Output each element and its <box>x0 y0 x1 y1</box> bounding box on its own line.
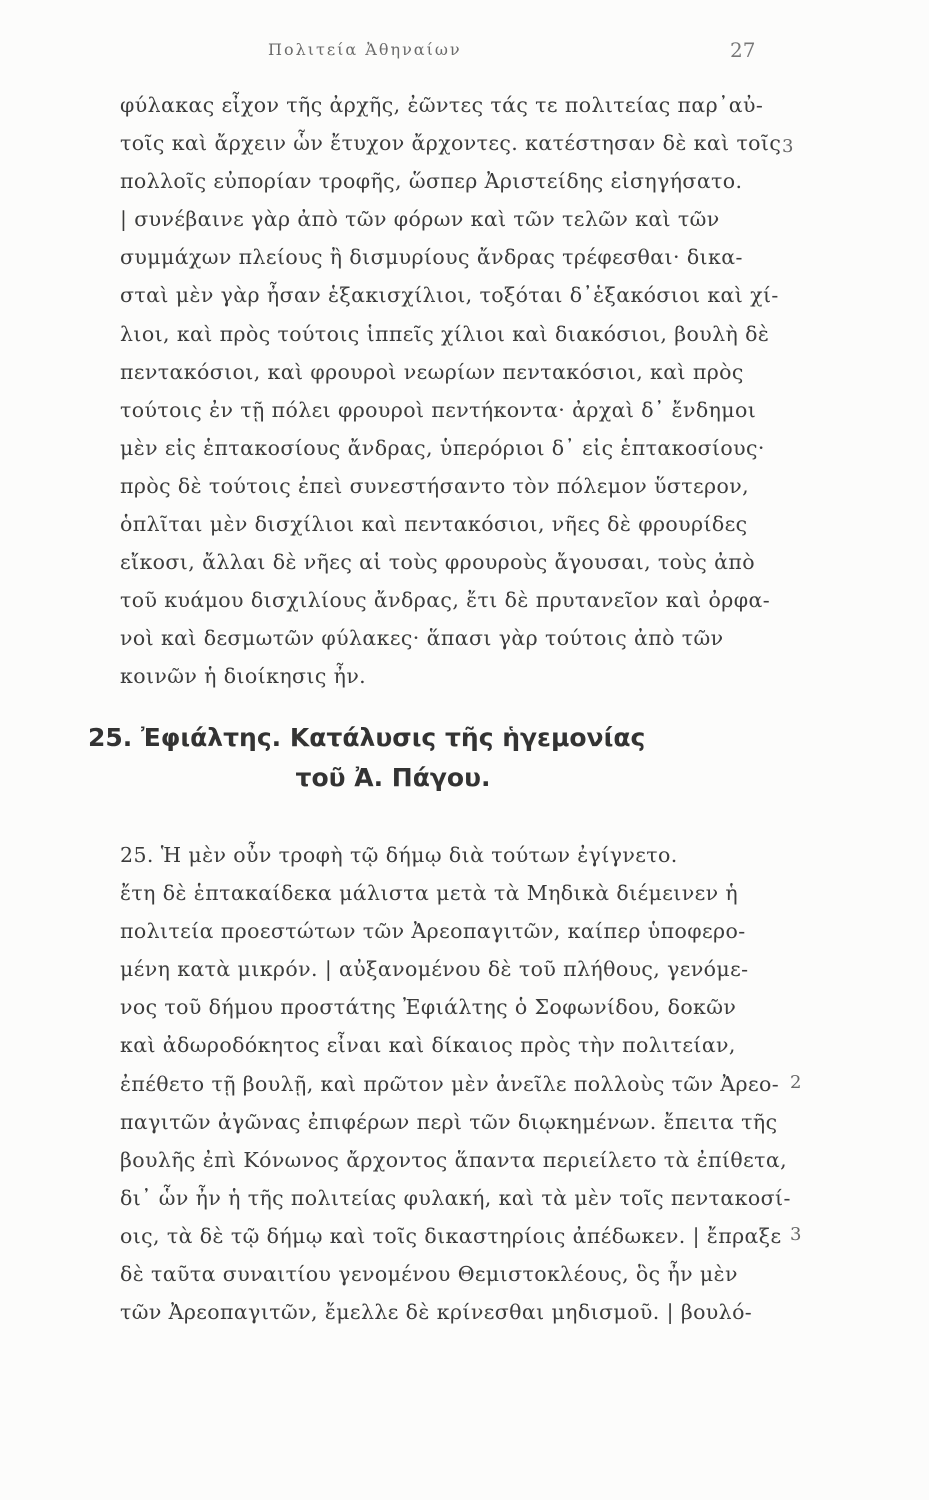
running-head-title: Πολιτεία Ἀθηναίων <box>268 40 462 59</box>
running-head <box>0 40 929 70</box>
text-line: λιοι, καὶ πρὸς τούτοις ἱππεῖς χίλιοι καὶ διακόσιοι, βουλὴ δὲ <box>120 321 770 346</box>
page-number: 27 <box>730 38 756 62</box>
text-line: παγιτῶν ἀγῶνας ἐπιφέρων περὶ τῶν διῳκημένων. ἔπειτα τῆς <box>120 1109 778 1134</box>
text-line: πολιτεία προεστώτων τῶν Ἀρεοπαγιτῶν, καίπερ ὑποφερο- <box>120 919 746 944</box>
text-line: πρὸς δὲ τούτοις ἐπεὶ συνεστήσαντο τὸν πόλεμον ὕστερον, <box>120 473 750 498</box>
text-line: δὲ ταῦτα συναιτίου γενομένου Θεμιστοκλέους, ὃς ἦν μὲν <box>120 1262 738 1287</box>
text-line: | συνέβαινε γὰρ ἀπὸ τῶν φόρων καὶ τῶν τελῶν καὶ τῶν <box>120 207 720 232</box>
text-line: πολλοῖς εὐπορίαν τροφῆς, ὥσπερ Ἀριστείδης εἰσηγήσατο. <box>120 169 743 194</box>
text-line: ὁπλῖται μὲν δισχίλιοι καὶ πεντακόσιοι, νῆες δὲ φρουρίδες <box>120 512 748 537</box>
section-25-text <box>120 836 791 1331</box>
text-line: ἐπέθετο τῇ βουλῇ, καὶ πρῶτον μὲν ἀνεῖλε πολλοὺς τῶν Ἀρεο- <box>120 1071 780 1096</box>
text-line: σταὶ μὲν γὰρ ἦσαν ἑξακισχίλιοι, τοξόται δ᾽ἑξακόσιοι καὶ χί- <box>120 283 779 308</box>
text-line: τοῖς καὶ ἄρχειν ὧν ἔτυχον ἄρχοντες. κατέστησαν δὲ καὶ τοῖς <box>120 131 782 156</box>
text-line: δι᾽ ὧν ἦν ἡ τῆς πολιτείας φυλακή, καὶ τὰ μὲν τοῖς πεντακοσί- <box>120 1185 791 1210</box>
margin-paragraph-number: 3 <box>782 136 794 157</box>
text-line: κοινῶν ἡ διοίκησις ἦν. <box>120 664 367 689</box>
margin-paragraph-number: 3 <box>790 1224 802 1245</box>
text-line: μένη κατὰ μικρόν. | αὐξανομένου δὲ τοῦ πλήθους, γενόμε- <box>120 957 749 982</box>
text-line: τούτοις ἐν τῇ πόλει φρουροὶ πεντήκοντα· ἀρχαὶ δ᾽ ἔνδημοι <box>120 397 757 422</box>
section-heading <box>88 718 768 798</box>
text-line: φύλακας εἶχον τῆς ἀρχῆς, ἐῶντες τάς τε πολιτείας παρ᾽αὐ- <box>120 93 764 117</box>
text-line: νοὶ καὶ δεσμωτῶν φύλακες· ἅπασι γὰρ τούτοις ἀπὸ τῶν <box>120 626 724 651</box>
text-line: καὶ ἀδωροδόκητος εἶναι καὶ δίκαιος πρὸς τὴν πολιτείαν, <box>120 1033 736 1058</box>
text-line: εἴκοσι, ἄλλαι δὲ νῆες αἱ τοὺς φρουροὺς ἄγουσαι, τοὺς ἀπὸ <box>120 550 755 575</box>
text-line: πεντακόσιοι, καὶ φρουροὶ νεωρίων πεντακόσιοι, καὶ πρὸς <box>120 359 744 384</box>
text-line: συμμάχων πλείους ἢ δισμυρίους ἄνδρας τρέφεσθαι· δικα- <box>120 245 743 270</box>
text-line: νος τοῦ δήμου προστάτης Ἐφιάλτης ὁ Σοφωνίδου, δοκῶν <box>120 995 737 1020</box>
text-line: τοῦ κυάμου δισχιλίους ἄνδρας, ἔτι δὲ πρυτανεῖον καὶ ὀρφα- <box>120 588 771 613</box>
text-line: μὲν εἰς ἑπτακοσίους ἄνδρας, ὑπερόριοι δ᾽ εἰς ἑπτακοσίους· <box>120 435 765 460</box>
text-line: 25. Ἡ μὲν οὖν τροφὴ τῷ δήμῳ διὰ τούτων ἐγίγνετο. <box>120 843 678 867</box>
text-line: τῶν Ἀρεοπαγιτῶν, ἔμελλε δὲ κρίνεσθαι μηδισμοῦ. | βουλό- <box>120 1300 753 1325</box>
margin-paragraph-number: 2 <box>790 1072 802 1093</box>
section-heading-line-2: τοῦ Ἀ. Πάγου. <box>295 763 491 792</box>
text-line: οις, τὰ δὲ τῷ δήμῳ καὶ τοῖς δικαστηρίοις ἀπέδωκεν. | ἔπραξε <box>120 1223 782 1248</box>
section-24-text <box>120 86 782 696</box>
text-line: βουλῆς ἐπὶ Κόνωνος ἄρχοντος ἅπαντα περιείλετο τὰ ἐπίθετα, <box>120 1147 788 1172</box>
text-line: ἔτη δὲ ἑπτακαίδεκα μάλιστα μετὰ τὰ Μηδικὰ διέμεινεν ἡ <box>120 881 739 906</box>
section-heading-line-1: 25. Ἐφιάλτης. Κατάλυσις τῆς ἡγεμονίας <box>88 723 646 752</box>
